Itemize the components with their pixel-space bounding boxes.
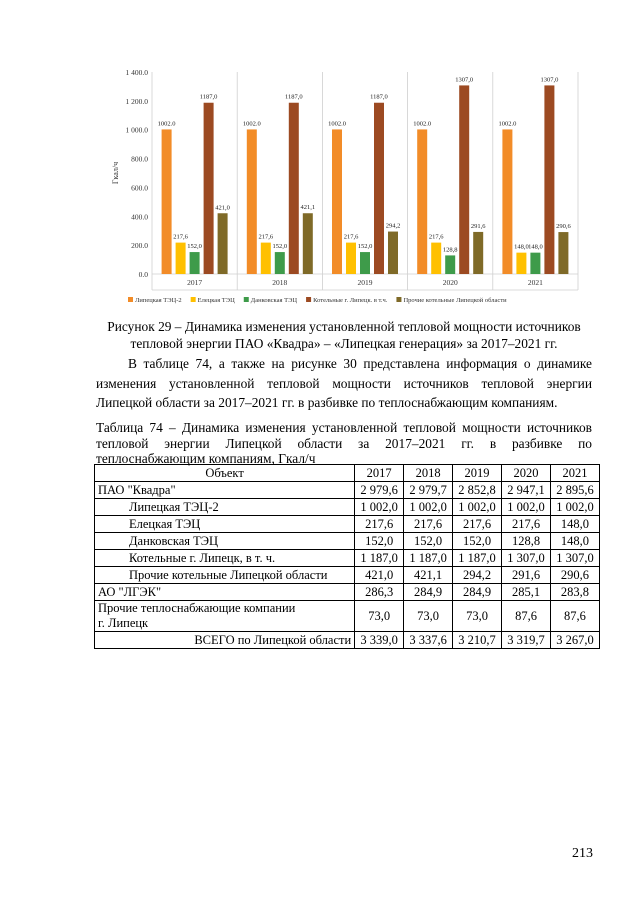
bar xyxy=(473,232,483,274)
data-label: 1002.0 xyxy=(413,120,432,128)
cell: 217,6 xyxy=(453,516,502,533)
y-tick-label: 800.0 xyxy=(131,154,148,164)
cell: 217,6 xyxy=(404,516,453,533)
cell: 1 002,0 xyxy=(404,499,453,516)
table-row xyxy=(95,550,600,567)
cell: 152,0 xyxy=(404,533,453,550)
y-axis-label: Гкал/ч xyxy=(111,161,120,185)
y-tick-label: 1 400.0 xyxy=(125,68,148,77)
cell: 148,0 xyxy=(550,533,599,550)
data-label: 1187,0 xyxy=(284,93,303,101)
data-label: 148,0 xyxy=(514,243,529,251)
y-tick-label: 1 000.0 xyxy=(125,125,148,135)
data-label: 1307,0 xyxy=(455,76,474,84)
bar xyxy=(190,252,200,274)
data-label: 421,0 xyxy=(215,204,230,212)
bar xyxy=(516,253,526,274)
table-caption xyxy=(96,420,592,467)
page-number: 213 xyxy=(572,846,593,861)
table-header-row xyxy=(95,465,600,482)
cell: 421,1 xyxy=(404,567,453,584)
bar xyxy=(218,213,228,274)
data-label: 152,0 xyxy=(357,243,373,251)
bar xyxy=(417,129,427,274)
row-name: Котельные г. Липецк, в т. ч. xyxy=(95,550,355,567)
bar xyxy=(445,255,455,274)
data-label: 1187,0 xyxy=(199,93,218,101)
bar xyxy=(459,85,469,274)
bar xyxy=(261,243,271,274)
cell: 3 210,7 xyxy=(453,632,502,649)
bar xyxy=(303,213,313,274)
cell: 148,0 xyxy=(550,516,599,533)
data-label: 1002.0 xyxy=(242,120,261,128)
row-name: Елецкая ТЭЦ xyxy=(95,516,355,533)
table-row xyxy=(95,567,600,584)
bar xyxy=(388,232,398,274)
data-label: 152,0 xyxy=(187,243,202,251)
cell: 3 267,0 xyxy=(550,632,599,649)
cell: 1 307,0 xyxy=(502,550,551,567)
data-label: 1002.0 xyxy=(328,120,346,128)
x-tick-label: 2020 xyxy=(442,278,458,287)
cell: 3 337,6 xyxy=(404,632,453,649)
table-row xyxy=(95,584,600,601)
data-label: 291,6 xyxy=(470,222,486,230)
capacity-bar-chart xyxy=(108,62,584,310)
cell: 73,0 xyxy=(453,601,502,632)
bar xyxy=(502,129,512,274)
y-tick-label: 0.0 xyxy=(138,270,148,279)
data-label: 1187,0 xyxy=(370,93,388,101)
cell: 73,0 xyxy=(355,601,404,632)
cell: 152,0 xyxy=(355,533,404,550)
x-tick-label: 2021 xyxy=(527,278,543,287)
row-name xyxy=(95,601,355,632)
cell: 1 187,0 xyxy=(404,550,453,567)
data-label: 128,8 xyxy=(442,246,458,254)
capacity-table xyxy=(94,464,600,649)
data-label: 217,6 xyxy=(258,233,274,241)
cell: 3 339,0 xyxy=(355,632,404,649)
header-2018: 2018 xyxy=(404,465,453,482)
legend-label: Елецкая ТЭЦ xyxy=(197,297,235,304)
table-caption-line-3: теплоснабжающим компаниям, Гкал/ч xyxy=(96,451,316,466)
header-2019: 2019 xyxy=(453,465,502,482)
cell: 1 187,0 xyxy=(453,550,502,567)
cell: 3 319,7 xyxy=(502,632,551,649)
x-tick-label: 2018 xyxy=(272,278,288,287)
table-row xyxy=(95,516,600,533)
data-label: 1002.0 xyxy=(157,120,176,128)
bar xyxy=(558,232,568,274)
cell: 128,8 xyxy=(502,533,551,550)
table-caption-line-1: Таблица 74 – Динамика изменения установленной тепловой мощности источников xyxy=(96,420,592,435)
bar xyxy=(360,252,370,274)
cell: 2 895,6 xyxy=(550,482,599,499)
cell: 2 979,7 xyxy=(404,482,453,499)
cell: 1 187,0 xyxy=(355,550,404,567)
table-row xyxy=(95,601,600,632)
cell: 284,9 xyxy=(404,584,453,601)
legend-swatch xyxy=(244,297,249,302)
header-object: Объект xyxy=(95,465,355,482)
cell: 283,8 xyxy=(550,584,599,601)
data-label: 217,6 xyxy=(343,233,359,241)
table-row xyxy=(95,482,600,499)
cell: 421,0 xyxy=(355,567,404,584)
cell: 217,6 xyxy=(355,516,404,533)
row-name: Прочие котельные Липецкой области xyxy=(95,567,355,584)
bar xyxy=(289,103,299,274)
cell: 284,9 xyxy=(453,584,502,601)
legend-label: Данковская ТЭЦ xyxy=(250,297,298,304)
data-label: 217,6 xyxy=(173,233,188,241)
cell: 290,6 xyxy=(550,567,599,584)
y-tick-label: 1 200.0 xyxy=(125,96,148,106)
row-name: ВСЕГО по Липецкой области xyxy=(95,632,355,649)
cell: 294,2 xyxy=(453,567,502,584)
bar xyxy=(275,252,285,274)
cell: 217,6 xyxy=(502,516,551,533)
bar xyxy=(374,103,384,274)
cell: 291,6 xyxy=(502,567,551,584)
data-label: 290,6 xyxy=(556,223,571,231)
table-row xyxy=(95,499,600,516)
header-2020: 2020 xyxy=(502,465,551,482)
bar xyxy=(162,129,172,274)
body-paragraph: В таблице 74, а также на рисунке 30 представлена информация о динамике изменения установленной тепловой мощности источников тепловой энергии Липецкой области за 2017–2021 гг. в разбивке по теплоснабжающим компаниям. xyxy=(96,356,592,410)
y-tick-label: 600.0 xyxy=(131,183,148,193)
legend-swatch xyxy=(128,297,133,302)
cell: 2 947,1 xyxy=(502,482,551,499)
cell: 1 002,0 xyxy=(502,499,551,516)
data-label: 152,0 xyxy=(272,243,288,251)
bar xyxy=(431,243,441,274)
legend-label: Липецкая ТЭЦ-2 xyxy=(135,297,182,304)
row-name-line-2: г. Липецк xyxy=(98,616,149,630)
data-label: 217,6 xyxy=(428,233,444,241)
legend-label: Прочие котельные Липецкой области xyxy=(403,297,507,304)
data-label: 421,1 xyxy=(300,204,316,212)
header-2017: 2017 xyxy=(355,465,404,482)
bar xyxy=(530,253,540,274)
row-name: Данковская ТЭЦ xyxy=(95,533,355,550)
data-label: 1307,0 xyxy=(540,76,559,84)
y-tick-label: 400.0 xyxy=(131,212,148,222)
cell: 2 979,6 xyxy=(355,482,404,499)
bar xyxy=(544,85,554,274)
legend-label: Котельные г. Липецк. в т.ч. xyxy=(313,297,388,304)
x-tick-label: 2017 xyxy=(187,278,203,287)
cell: 1 002,0 xyxy=(355,499,404,516)
table-row xyxy=(95,632,600,649)
cell: 87,6 xyxy=(550,601,599,632)
legend-swatch xyxy=(306,297,311,302)
x-tick-label: 2019 xyxy=(357,278,373,287)
bar xyxy=(332,129,342,274)
row-name: Липецкая ТЭЦ-2 xyxy=(95,499,355,516)
cell: 285,1 xyxy=(502,584,551,601)
cell: 1 002,0 xyxy=(550,499,599,516)
row-name-line-1: Прочие теплоснабжающие компании xyxy=(98,601,296,615)
cell: 152,0 xyxy=(453,533,502,550)
cell: 1 307,0 xyxy=(550,550,599,567)
table-row xyxy=(95,533,600,550)
legend-swatch xyxy=(396,297,401,302)
figure-caption: Рисунок 29 – Динамика изменения установленной тепловой мощности источников тепловой энергии ПАО «Квадра» – «Липецкая генерация» за 2017–2021 гг. xyxy=(107,319,581,351)
y-tick-label: 200.0 xyxy=(131,241,148,251)
cell: 87,6 xyxy=(502,601,551,632)
bar xyxy=(204,103,214,274)
bar xyxy=(346,243,356,274)
table-caption-line-2: тепловой энергии Липецкой области за 2017–2021 гг. в разбивке по xyxy=(96,435,592,451)
row-name: АО "ЛГЭК" xyxy=(95,584,355,601)
bar xyxy=(176,243,186,274)
data-label: 148,0 xyxy=(528,243,543,251)
cell: 2 852,8 xyxy=(453,482,502,499)
cell: 73,0 xyxy=(404,601,453,632)
cell: 1 002,0 xyxy=(453,499,502,516)
header-2021: 2021 xyxy=(550,465,599,482)
data-label: 1002.0 xyxy=(498,120,517,128)
legend-swatch xyxy=(191,297,196,302)
bar xyxy=(247,129,257,274)
row-name: ПАО "Квадра" xyxy=(95,482,355,499)
data-label: 294,2 xyxy=(385,222,401,230)
cell: 286,3 xyxy=(355,584,404,601)
